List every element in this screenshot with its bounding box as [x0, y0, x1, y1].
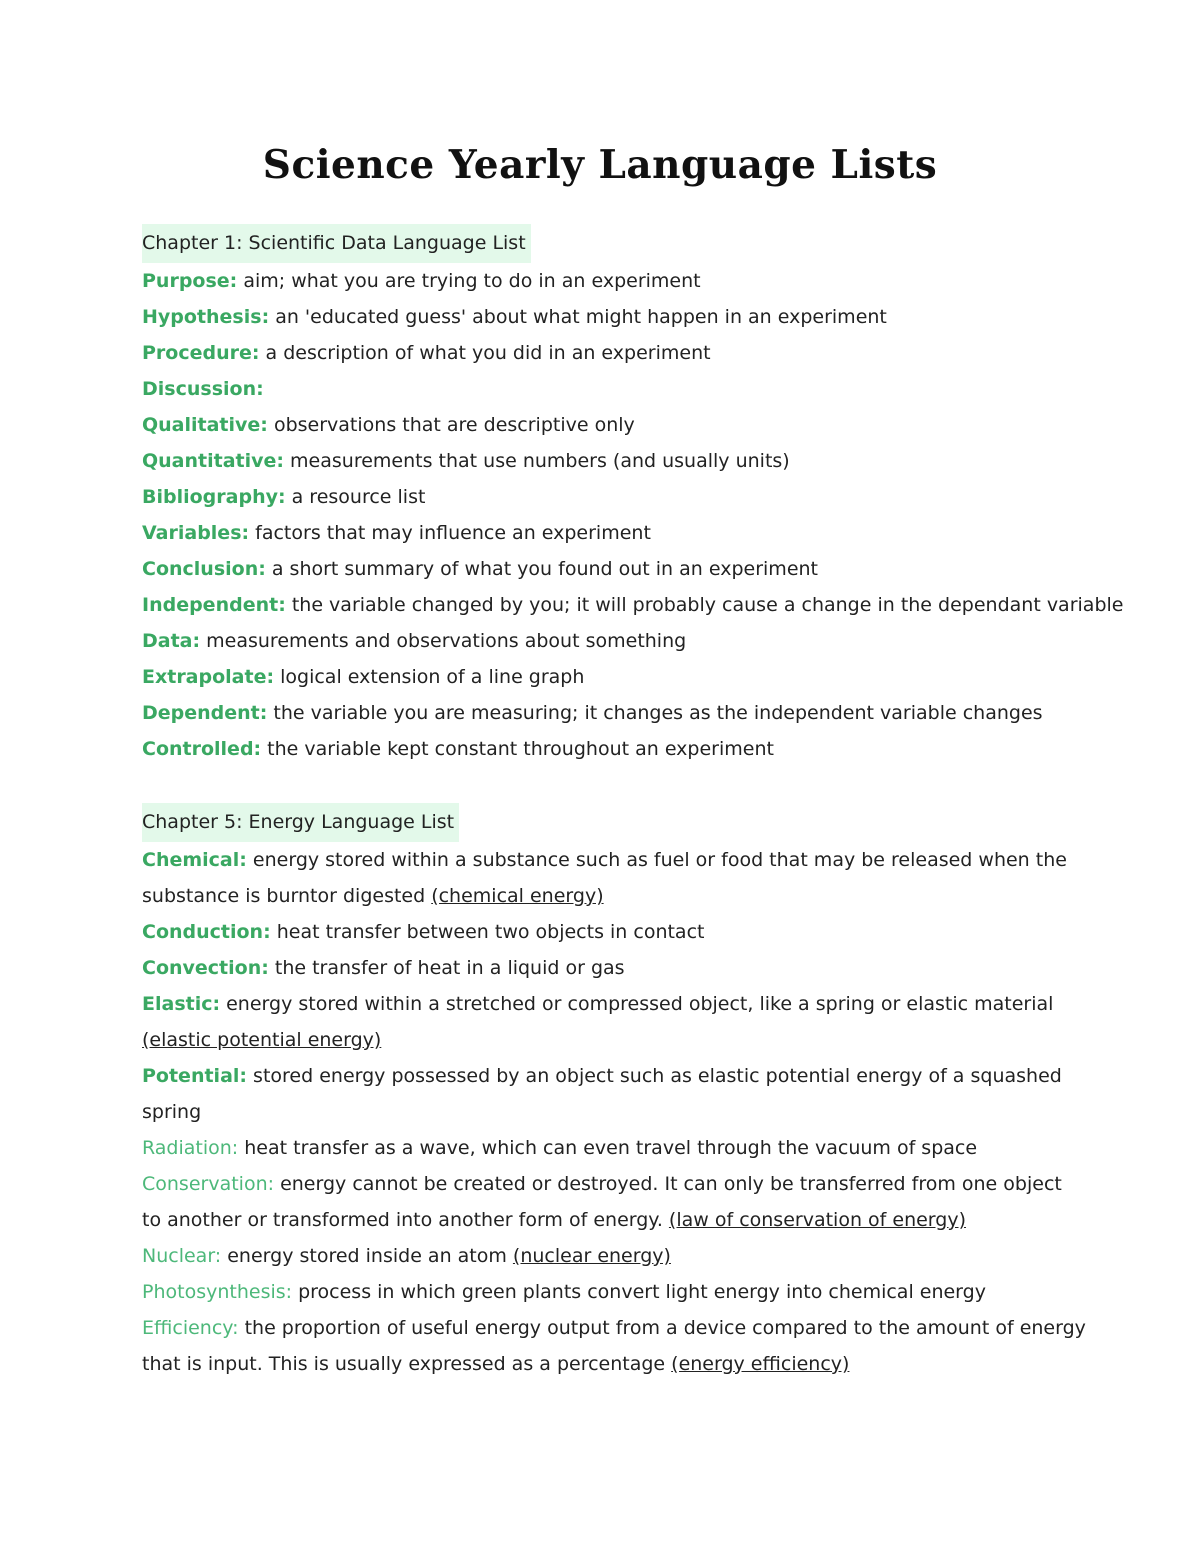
- term-entry: [142, 1238, 1200, 1274]
- term-definition: measurements that use numbers (and usually units): [284, 450, 790, 472]
- term-definition: heat transfer between two objects in contact: [270, 921, 705, 943]
- term-underlined-ref: (nuclear energy): [512, 1245, 671, 1267]
- term-entry: [142, 695, 1200, 731]
- term-label: Potential:: [142, 1065, 248, 1087]
- term-label: Bibliography:: [142, 486, 286, 508]
- term-label: Discussion:: [142, 378, 264, 400]
- term-label: Procedure:: [142, 342, 260, 364]
- term-definition: factors that may influence an experiment: [249, 522, 651, 544]
- term-definition: spring: [142, 1101, 202, 1123]
- term-definition: the variable changed by you; it will probably cause a change in the dependant variable: [285, 594, 1124, 616]
- term-entry: [142, 479, 1200, 515]
- chapter-heading-line: [142, 224, 1200, 263]
- term-label: Elastic:: [142, 993, 221, 1015]
- term-label: Efficiency:: [142, 1317, 239, 1339]
- term-entry-continuation: [142, 1346, 1200, 1382]
- term-definition: logical extension of a line graph: [274, 666, 585, 688]
- term-entry: [142, 1058, 1200, 1094]
- term-label: Variables:: [142, 522, 250, 544]
- term-definition: substance is burntor digested: [142, 885, 432, 907]
- term-entry: [142, 914, 1200, 950]
- term-entry: [142, 407, 1200, 443]
- term-underlined-ref: (chemical energy): [431, 885, 604, 907]
- term-entry: [142, 731, 1200, 767]
- term-entry: [142, 371, 1200, 407]
- term-entry: [142, 299, 1200, 335]
- term-entry: [142, 623, 1200, 659]
- term-entry: [142, 986, 1200, 1022]
- term-underlined-ref: (law of conservation of energy): [668, 1209, 966, 1231]
- term-definition: energy stored inside an atom: [221, 1245, 513, 1267]
- term-entry: [142, 263, 1200, 299]
- term-label: Conservation:: [142, 1173, 275, 1195]
- term-label: Convection:: [142, 957, 269, 979]
- term-definition: energy stored within a substance such as fuel or food that may be released when the: [246, 849, 1067, 871]
- term-definition: energy cannot be created or destroyed. It can only be transferred from one object: [274, 1173, 1062, 1195]
- term-label: Conduction:: [142, 921, 271, 943]
- term-label: Quantitative:: [142, 450, 284, 472]
- term-entry: [142, 1310, 1200, 1346]
- term-definition: measurements and observations about something: [200, 630, 687, 652]
- term-entry: [142, 1166, 1200, 1202]
- term-definition: an 'educated guess' about what might happen in an experiment: [269, 306, 887, 328]
- term-label: Controlled:: [142, 738, 262, 760]
- term-label: Hypothesis:: [142, 306, 270, 328]
- term-definition: energy stored within a stretched or compressed object, like a spring or elastic material: [220, 993, 1054, 1015]
- term-label: Radiation:: [142, 1137, 239, 1159]
- term-entry: [142, 1274, 1200, 1310]
- term-definition: the transfer of heat in a liquid or gas: [268, 957, 625, 979]
- term-definition: to another or transformed into another form of energy.: [142, 1209, 669, 1231]
- term-label: Qualitative:: [142, 414, 268, 436]
- chapter-heading: Chapter 5: Energy Language List: [142, 803, 459, 842]
- term-label: Photosynthesis:: [142, 1281, 293, 1303]
- term-label: Nuclear:: [142, 1245, 222, 1267]
- chapter-heading: Chapter 1: Scientific Data Language List: [142, 224, 531, 263]
- term-entry-continuation: [142, 878, 1200, 914]
- chapter-section: [142, 224, 1200, 767]
- term-underlined-ref: (elastic potential energy): [142, 1029, 382, 1051]
- term-entry: [142, 443, 1200, 479]
- term-entry: [142, 659, 1200, 695]
- term-entry: [142, 587, 1200, 623]
- term-entry-continuation: [142, 1022, 1200, 1058]
- term-label: Data:: [142, 630, 201, 652]
- chapter-section: [142, 803, 1200, 1382]
- term-entry: [142, 842, 1200, 878]
- term-definition: a resource list: [285, 486, 426, 508]
- term-label: Conclusion:: [142, 558, 266, 580]
- chapter-heading-line: [142, 803, 1200, 842]
- term-definition: process in which green plants convert light energy into chemical energy: [292, 1281, 986, 1303]
- term-entry: [142, 950, 1200, 986]
- chapters-container: [142, 224, 1200, 1382]
- term-definition: a short summary of what you found out in an experiment: [265, 558, 818, 580]
- term-definition: the variable kept constant throughout an experiment: [261, 738, 774, 760]
- term-entry-continuation: [142, 1202, 1200, 1238]
- term-definition: aim; what you are trying to do in an experiment: [237, 270, 701, 292]
- term-definition: a description of what you did in an experiment: [259, 342, 711, 364]
- term-definition: heat transfer as a wave, which can even travel through the vacuum of space: [238, 1137, 978, 1159]
- term-entry: [142, 515, 1200, 551]
- term-definition: observations that are descriptive only: [267, 414, 635, 436]
- term-underlined-ref: (energy efficiency): [671, 1353, 850, 1375]
- term-label: Independent:: [142, 594, 286, 616]
- term-definition: that is input. This is usually expressed as a percentage: [142, 1353, 672, 1375]
- term-label: Purpose:: [142, 270, 238, 292]
- term-label: Extrapolate:: [142, 666, 275, 688]
- page-title: Science Yearly Language Lists: [262, 142, 938, 188]
- term-definition: the variable you are measuring; it changes as the independent variable changes: [267, 702, 1043, 724]
- term-entry-continuation: [142, 1094, 1200, 1130]
- term-entry: [142, 335, 1200, 371]
- term-entry: [142, 1130, 1200, 1166]
- term-label: Dependent:: [142, 702, 268, 724]
- term-entry: [142, 551, 1200, 587]
- term-label: Chemical:: [142, 849, 247, 871]
- term-definition: stored energy possessed by an object such as elastic potential energy of a squashed: [247, 1065, 1062, 1087]
- term-definition: the proportion of useful energy output from a device compared to the amount of energy: [238, 1317, 1086, 1339]
